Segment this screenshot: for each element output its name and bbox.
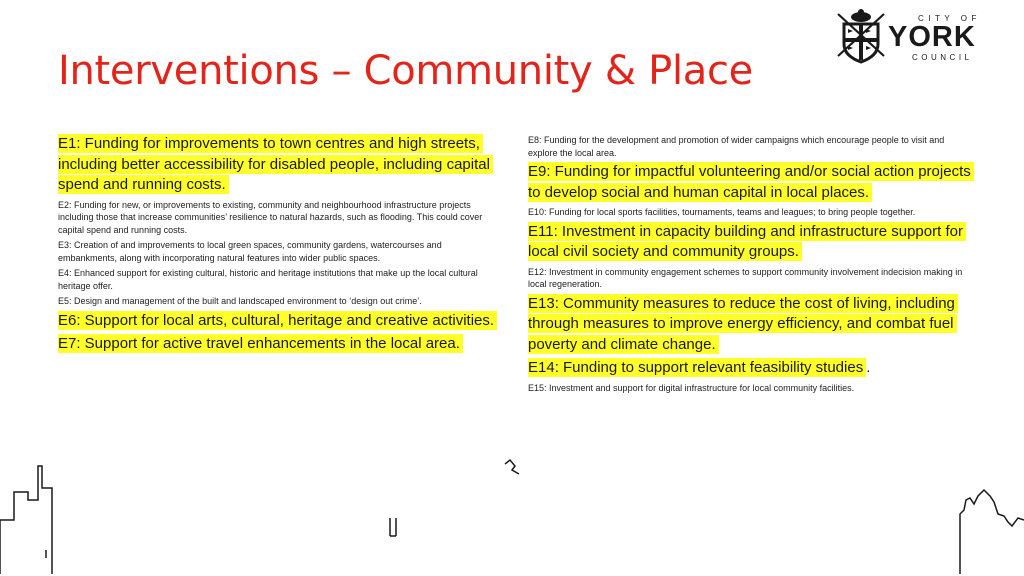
intervention-item: E12: Investment in community engagement schemes to support community involvement indecision making in local regeneration. (528, 266, 963, 289)
intervention-item: E2: Funding for new, or improvements to existing, community and neighbourhood infrastructure projects including those that increase communities’ resilience to natural hazards, such as flooding. This could cover capital spend and running costs. (58, 199, 483, 235)
page-title: Interventions – Community & Place (58, 48, 753, 94)
highlight-text: E11: Investment in capacity building and infrastructure support for local civil society and community groups. (528, 222, 966, 262)
suffix-text: . (866, 359, 871, 376)
logo-council: COUNCIL (912, 53, 973, 62)
highlight-text: E1: Funding for improvements to town centres and high streets, including better accessibility for disabled people, including capital spend and running costs. (58, 134, 493, 194)
highlighted-intervention (528, 222, 973, 263)
intervention-item: E5: Design and management of the built and landscaped environment to ‘design out crime’. (58, 296, 422, 306)
intervention-item: E15: Investment and support for digital infrastructure for local community facilities. (528, 382, 855, 393)
york-crest-icon (836, 8, 886, 64)
intervention-item: E3: Creation of and improvements to local green spaces, community gardens, watercourses and embankments, along with incorporating natural features into wider public spaces. (58, 240, 442, 263)
highlighted-intervention (528, 294, 973, 356)
york-skyline-outline (0, 440, 1024, 576)
logo-york: YORK (888, 21, 976, 53)
intervention-item: E10: Funding for local sports facilities, tournaments, teams and leagues; to bring people together. (528, 207, 916, 217)
highlighted-intervention (58, 134, 498, 196)
left-column (58, 134, 498, 358)
intervention-item: E4: Enhanced support for existing cultural, historic and heritage institutions that make up the local cultural heritage offer. (58, 268, 478, 291)
highlighted-intervention (528, 358, 973, 379)
logo-city-of: CITY OF (918, 14, 981, 23)
city-of-york-logo (836, 8, 1006, 68)
highlight-text: E14: Funding to support relevant feasibility studies (528, 358, 866, 377)
intervention-item: E8: Funding for the development and promotion of wider campaigns which encourage people to visit and explore the local area. (528, 135, 945, 158)
highlight-text: E9: Funding for impactful volunteering and/or social action projects to develop social and human capital in local places. (528, 162, 974, 202)
highlighted-intervention (58, 334, 498, 355)
right-column (528, 134, 973, 397)
highlighted-intervention (528, 162, 973, 203)
highlighted-intervention (58, 311, 498, 332)
highlight-text: E6: Support for local arts, cultural, heritage and creative activities. (58, 311, 497, 330)
highlight-text: E7: Support for active travel enhancements in the local area. (58, 334, 463, 353)
highlight-text: E13: Community measures to reduce the cost of living, including through measures to improve energy efficiency, and combat fuel poverty and climate change. (528, 294, 958, 354)
